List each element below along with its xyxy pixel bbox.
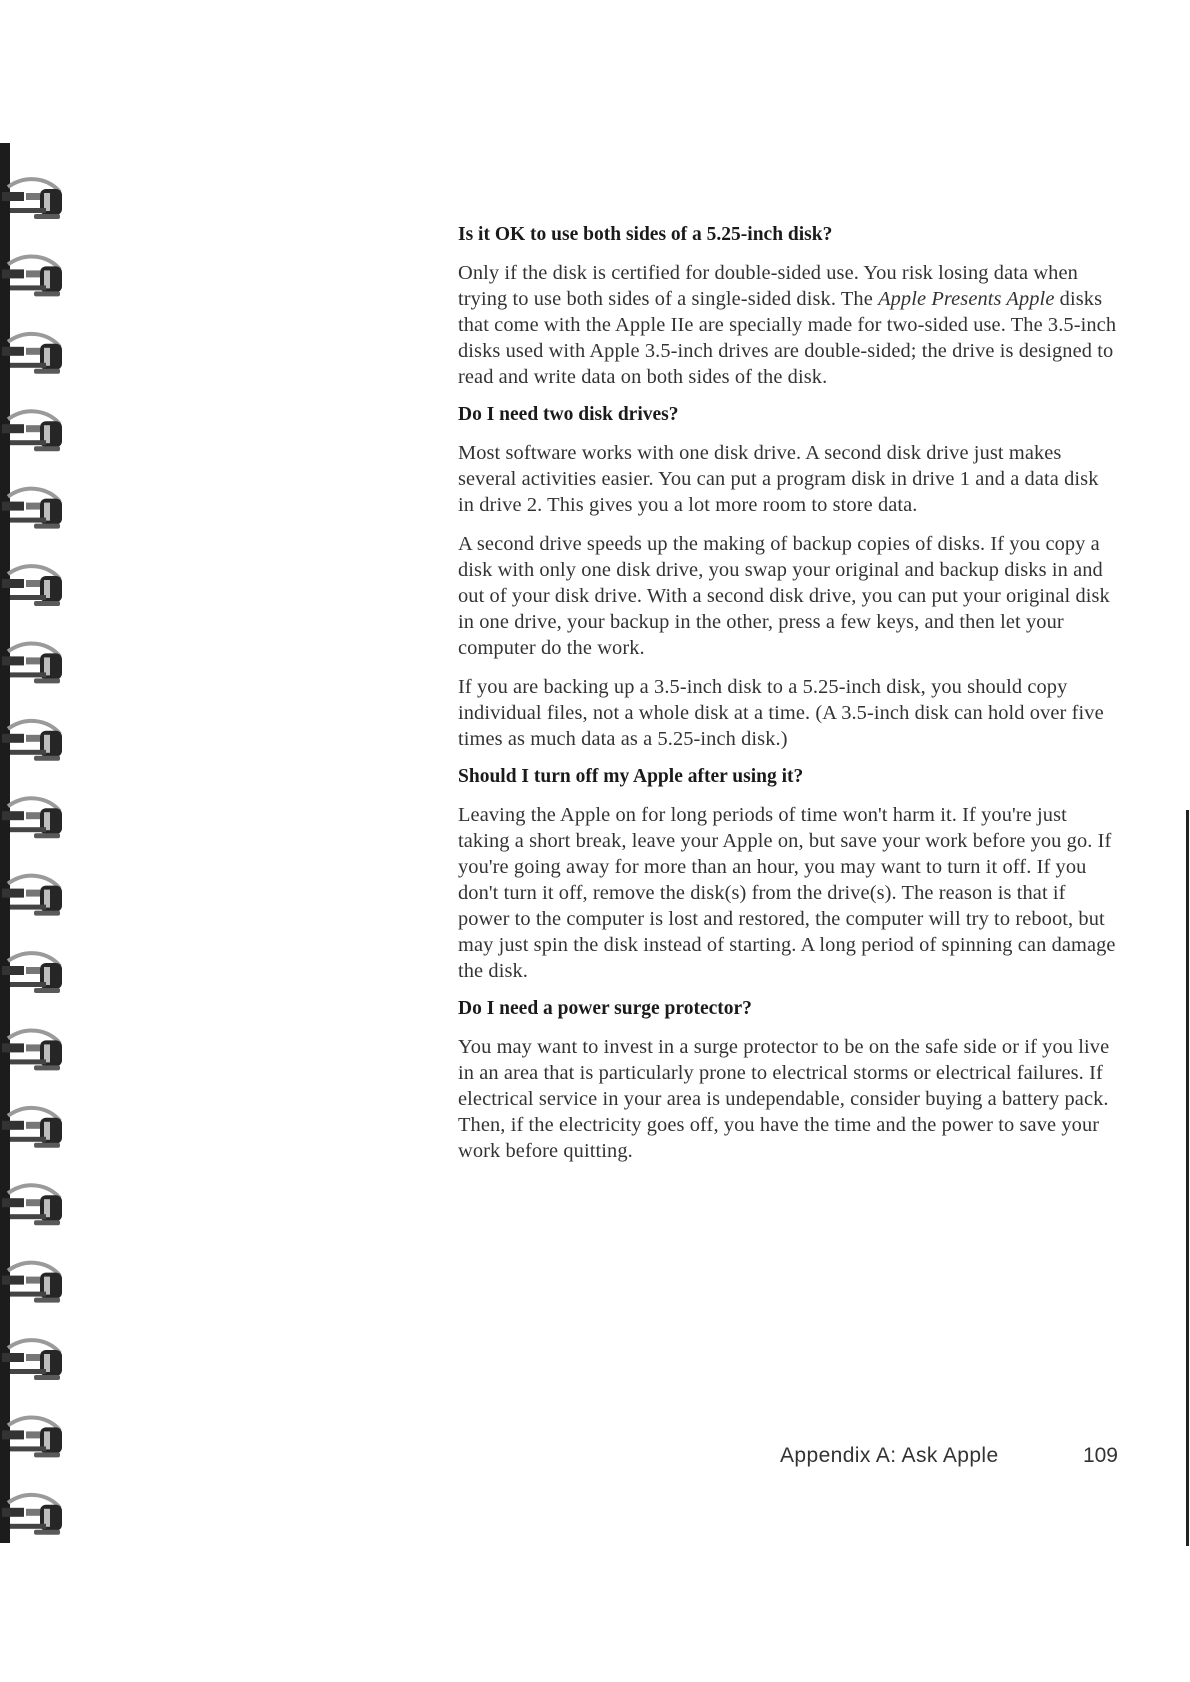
question-heading: Do I need a power surge protector?: [458, 998, 752, 1019]
faq-double-sided-disk: [458, 222, 1118, 390]
product-name: Apple Presents Apple: [878, 288, 1055, 310]
binding-ring: [2, 1417, 62, 1457]
spiral-binding: [0, 0, 80, 1682]
answer-paragraph: A second drive speeds up the making of backup copies of disks. If you copy a disk with only one disk drive, you swap your original and backup disks in and out of your disk drive. With a second disk drive, you can put your original disk in one drive, your backup in the other, press a few keys, and then let your computer do the work.: [458, 533, 1110, 659]
question-heading: Is it OK to use both sides of a 5.25-inch disk?: [458, 224, 833, 245]
binding-ring: [2, 1495, 62, 1535]
binding-ring: [2, 411, 62, 451]
running-footer: Appendix A: Ask Apple: [780, 1444, 999, 1467]
binding-ring: [2, 566, 62, 606]
binding-ring: [2, 256, 62, 296]
binding-ring: [2, 643, 62, 683]
answer-paragraph: If you are backing up a 3.5-inch disk to a 5.25-inch disk, you should copy individual files, not a whole disk at a time. (A 3.5-inch disk can hold over five times as much data as a 5.25-inch disk.): [458, 676, 1104, 750]
binding-ring: [2, 798, 62, 838]
binding-ring: [2, 721, 62, 761]
page-edge: [1186, 810, 1189, 1546]
faq-two-drives: [458, 402, 1118, 752]
answer-paragraph: Only if the disk is certified for double-sided use. You risk losing data when trying to use both sides of a single-sided disk. The Apple Presents Apple disks that come with the Apple IIe are specially made for two-sided use. The 3.5-inch disks used with Apple 3.5-inch drives are double-sided; the drive is designed to read and write data on both sides of the disk.: [458, 262, 1117, 388]
page-number: 109: [1082, 1444, 1118, 1467]
question-heading: Do I need two disk drives?: [458, 404, 679, 425]
binding-ring: [2, 876, 62, 916]
binding-ring: [2, 1108, 62, 1148]
page-footer: [780, 1444, 1118, 1474]
question-heading: Should I turn off my Apple after using it?: [458, 766, 804, 787]
answer-paragraph: Leaving the Apple on for long periods of time won't harm it. If you're just taking a short break, leave your Apple on, but save your work before you go. If you're going away for more than an hour, you may want to turn it off. If you don't turn it off, remove the disk(s) from the drive(s). The reason is that if power to the computer is lost and restored, the computer will try to reboot, but may just spin the disk instead of starting. A long period of spinning can damage the disk.: [458, 804, 1116, 982]
faq-turn-off: [458, 764, 1118, 984]
answer-paragraph: Most software works with one disk drive. A second disk drive just makes several activities easier. You can put a program disk in drive 1 and a data disk in drive 2. This gives you a lot more room to store data.: [458, 442, 1099, 516]
binding-ring: [2, 953, 62, 993]
binding-ring: [2, 1340, 62, 1380]
faq-surge-protector: [458, 996, 1118, 1164]
binding-ring: [2, 1263, 62, 1303]
binding-ring: [2, 489, 62, 529]
page-content: [458, 222, 1118, 1164]
binding-ring: [2, 179, 62, 219]
binding-ring: [2, 1185, 62, 1225]
binding-ring: [2, 334, 62, 374]
answer-paragraph: You may want to invest in a surge protector to be on the safe side or if you live in an area that is particularly prone to electrical storms or electrical failures. If electrical service in your area is undependable, consider buying a battery pack. Then, if the electricity goes off, you have the time and the power to save your work before quitting.: [458, 1036, 1110, 1162]
binding-ring: [2, 1030, 62, 1070]
